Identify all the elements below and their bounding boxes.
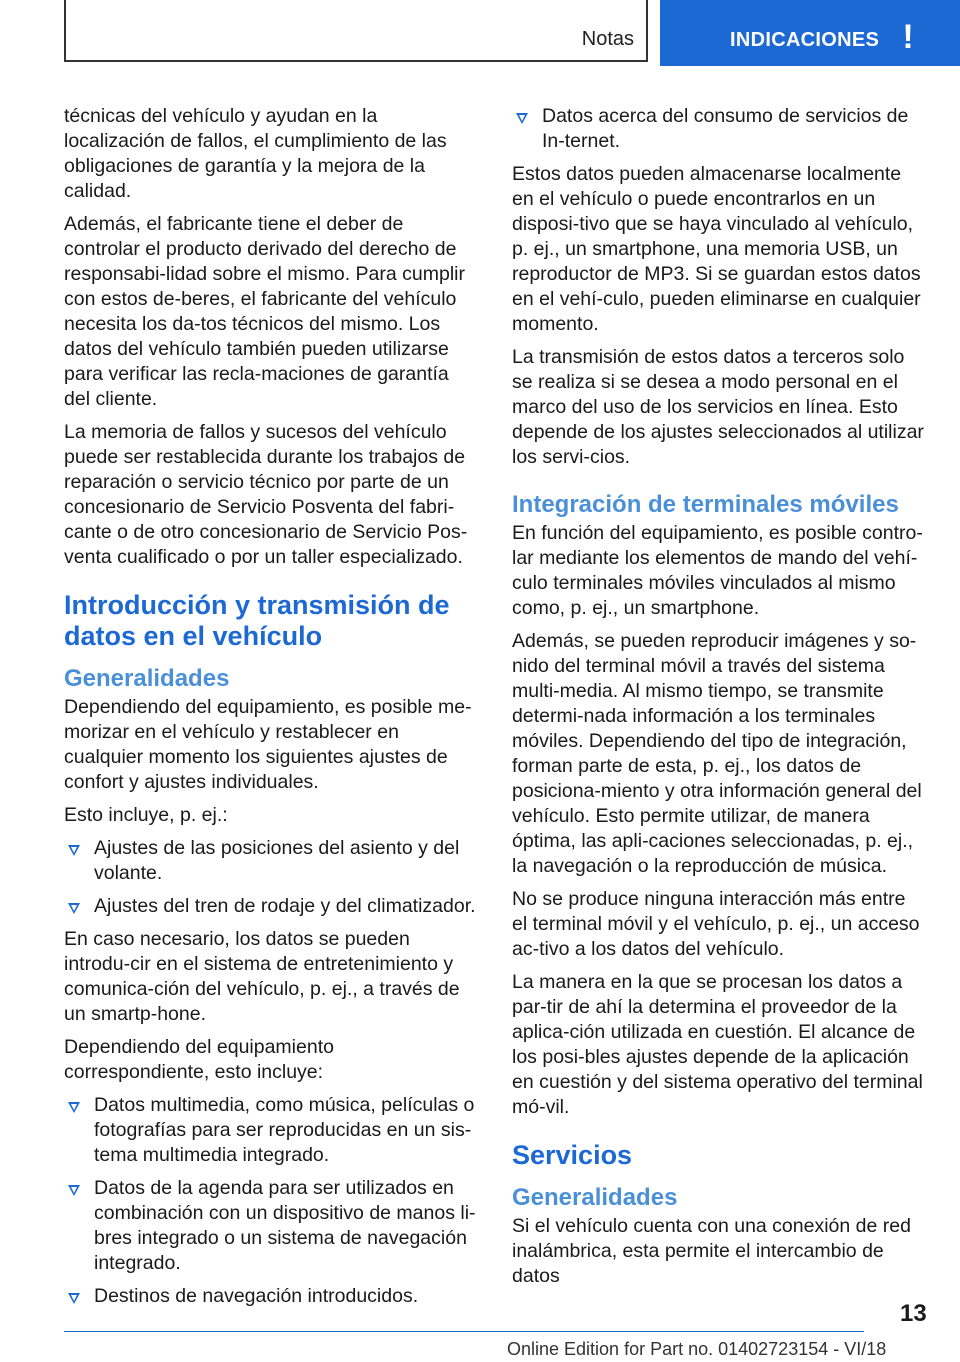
bullet-list — [64, 1093, 478, 1309]
paragraph: técnicas del vehículo y ayudan en la localización de fallos, el cumplimiento de las obligaciones de garantía y la mejora de la calidad. — [64, 105, 447, 202]
paragraph: Si el vehículo cuenta con una conexión de red inalámbrica, esta permite el intercambio de datos — [512, 1215, 911, 1287]
right-column — [512, 104, 926, 1297]
paragraph: En caso necesario, los datos se pueden introdu-cir en el sistema de entretenimiento y comunica-ción del vehículo, p. ej., a través de un smartp-hone. — [64, 928, 460, 1025]
exclamation-icon: ! — [902, 18, 914, 56]
section-label: Notas — [581, 28, 634, 50]
subsection-heading: Integración de terminales móviles — [512, 491, 899, 518]
paragraph: No se produce ninguna interacción más entre el terminal móvil y el vehículo, p. ej., un acceso ac-tivo a los datos del vehículo. — [512, 888, 920, 960]
list-item: Destinos de navegación introducidos. — [64, 1284, 478, 1309]
list-item: Datos multimedia, como música, películas o fotografías para ser reproducidas en un sis-tema multimedia integrado. — [64, 1093, 478, 1168]
paragraph: Además, el fabricante tiene el deber de controlar el producto derivado del derecho de responsabi-lidad sobre el mismo. Para cumplir con estos de-beres, el fabricante del vehículo necesita los da-tos técnicos del mismo. Los datos del vehículo también pueden utilizarse para verificar las recla-maciones de garantía del cliente. — [64, 213, 465, 410]
header-section-box — [64, 0, 648, 62]
list-item: Datos de la agenda para ser utilizados en combinación con un dispositivo de manos li-bres integrado o un sistema de navegación integrado. — [64, 1176, 478, 1276]
bullet-list — [512, 104, 926, 154]
paragraph: La transmisión de estos datos a terceros solo se realiza si se desea a modo personal en el marco del uso de los servicios en línea. Esto depende de los ajustes seleccionados al utilizar los servi-cios. — [512, 346, 924, 468]
triangle-bullet-icon — [68, 1293, 80, 1304]
footer-divider — [64, 1331, 864, 1332]
list-item: Datos acerca del consumo de servicios de In-ternet. — [512, 104, 926, 154]
triangle-bullet-icon — [68, 1102, 80, 1113]
subsection-heading: Generalidades — [64, 665, 230, 692]
chapter-label: INDICACIONES — [730, 29, 880, 51]
edition-text: Online Edition for Part no. 01402723154 - VI/18 — [507, 1339, 887, 1359]
section-heading: Servicios — [512, 1140, 633, 1170]
section-heading: Introducción y transmisión de datos en el vehículo — [64, 590, 450, 651]
subsection-heading: Generalidades — [512, 1184, 678, 1211]
triangle-bullet-icon — [68, 1185, 80, 1196]
paragraph: Estos datos pueden almacenarse localmente en el vehículo o puede encontrarlos en un disposi-tivo que se haya vinculado al vehículo, p. ej., un smartphone, una memoria USB, un reproductor de MP3. Si se guardan estos datos en el vehí-culo, pueden eliminarse en cualquier momento. — [512, 163, 921, 335]
triangle-bullet-icon — [68, 903, 80, 914]
list-item: Ajustes del tren de rodaje y del climatizador. — [64, 894, 478, 919]
triangle-bullet-icon — [68, 845, 80, 856]
page-number: 13 — [900, 1300, 927, 1327]
paragraph: Esto incluye, p. ej.: — [64, 804, 228, 826]
triangle-bullet-icon — [516, 113, 528, 124]
paragraph: Dependiendo del equipamiento, es posible me-morizar en el vehículo y restablecer en cualquier momento los siguientes ajustes de confort y ajustes individuales. — [64, 696, 472, 793]
left-column — [64, 104, 478, 1317]
bullet-list — [64, 836, 478, 919]
paragraph: Además, se pueden reproducir imágenes y so-nido del terminal móvil a través del sistema multi-media. Al mismo tiempo, se transmite determi-nada información a los terminales móviles. Dependiendo del tipo de integración, forman parte de esta, p. ej., los datos de posiciona-miento y otra información general del vehículo. Esto permite utilizar, de manera óptima, las apli-caciones seleccionadas, p. ej., la navegación o la reproducción de música. — [512, 630, 922, 877]
list-item: Ajustes de las posiciones del asiento y del volante. — [64, 836, 478, 886]
paragraph: Dependiendo del equipamiento correspondiente, esto incluye: — [64, 1036, 334, 1083]
paragraph: En función del equipamiento, es posible contro-lar mediante los elementos de mando del vehí-culo terminales móviles vinculados al mismo como, p. ej., un smartphone. — [512, 522, 923, 619]
paragraph: La memoria de fallos y sucesos del vehículo puede ser restablecida durante los trabajos de reparación o servicio técnico por parte de un concesionario de Servicio Posventa del fabri-cante o de otro concesionario de Servicio Pos-venta cualificado o por un taller especializado. — [64, 421, 468, 568]
paragraph: La manera en la que se procesan los datos a par-tir de ahí la determina el proveedor de la aplica-ción utilizada en cuestión. El alcance de los posi-bles ajustes depende de la aplicación en cuestión y del sistema operativo del terminal mó-vil. — [512, 971, 923, 1118]
